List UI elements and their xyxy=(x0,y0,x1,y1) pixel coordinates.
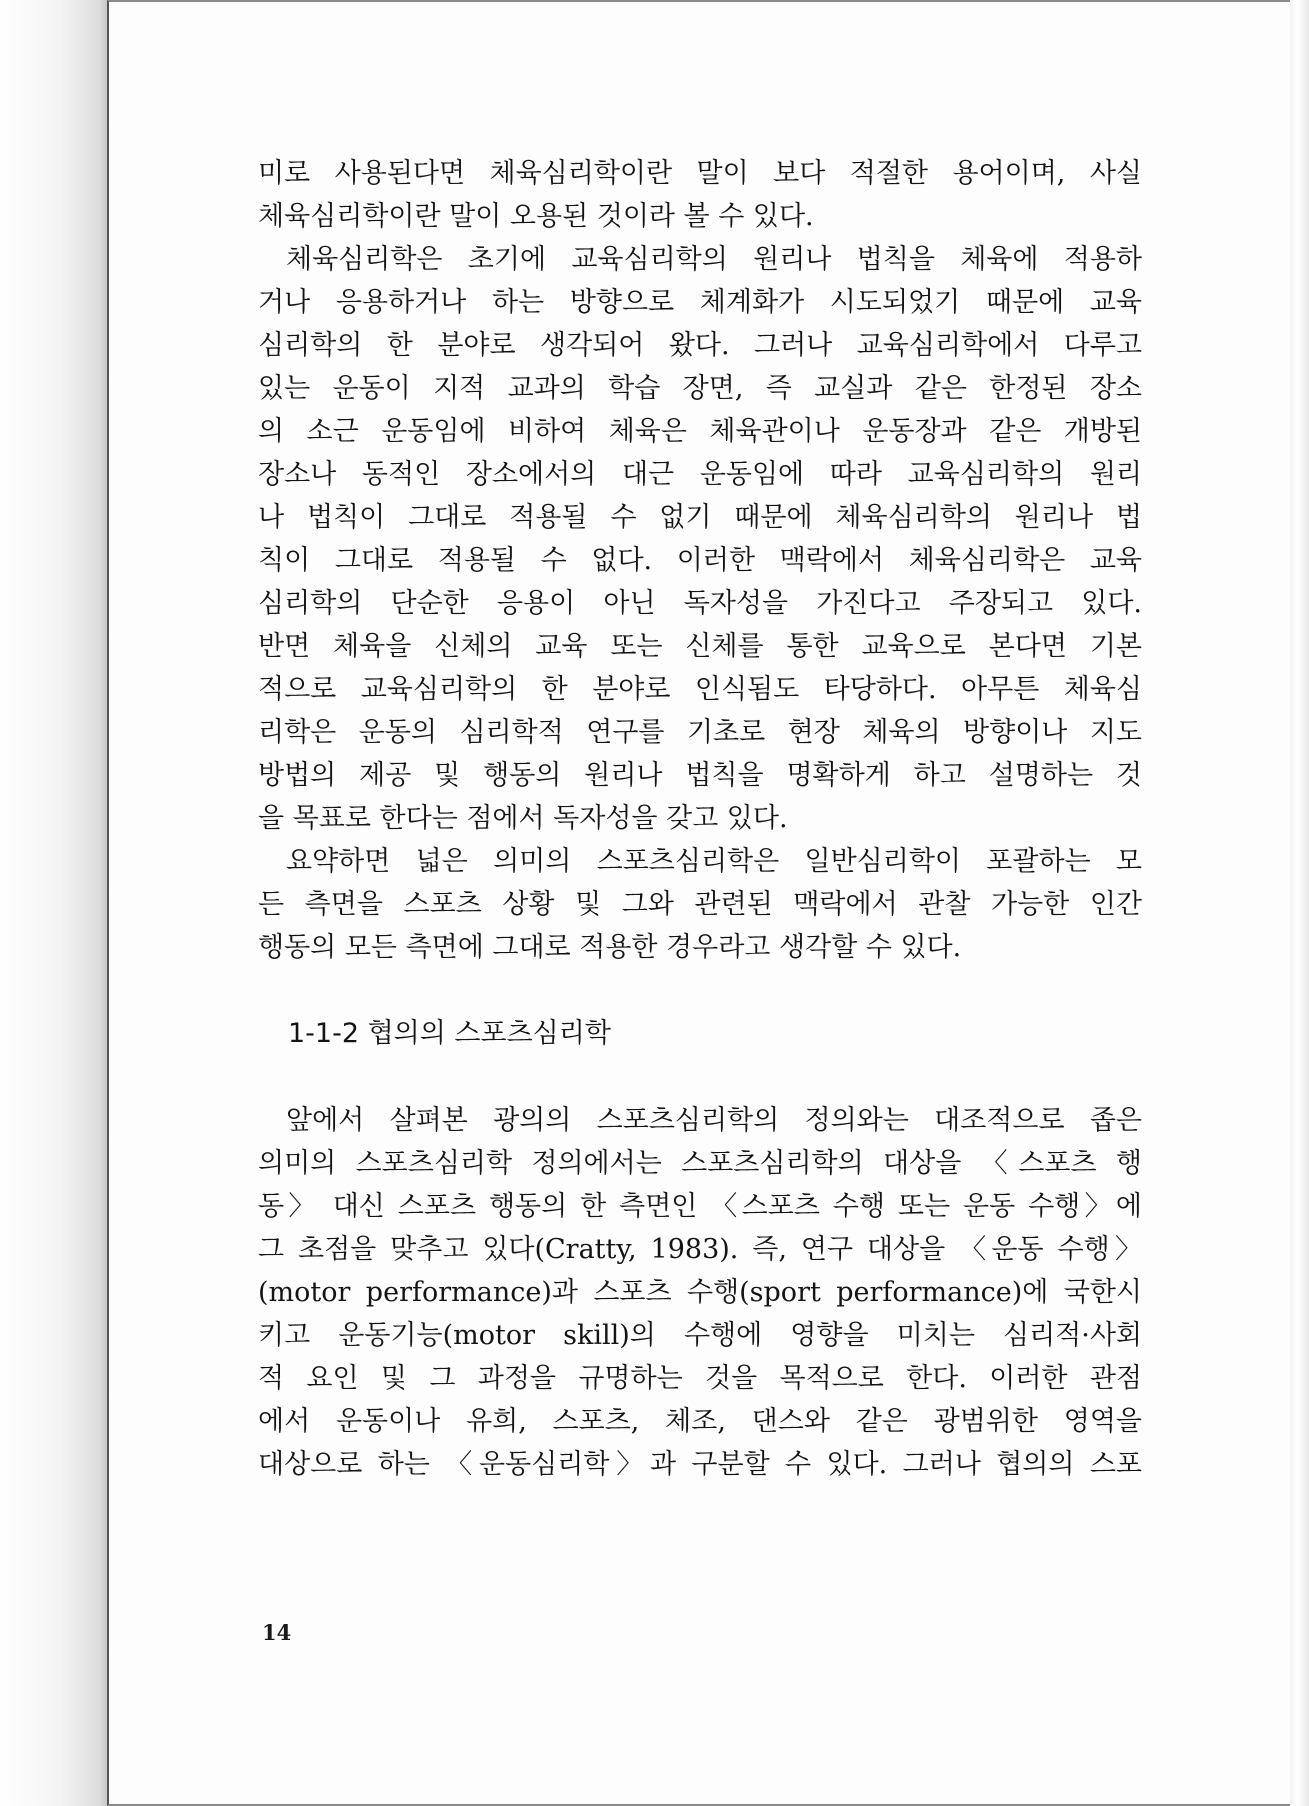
text-line: 을 목표로 한다는 점에서 독자성을 갖고 있다. xyxy=(258,803,788,834)
text-line: (motor performance)과 스포츠 수행(sport performance)에 국한시 xyxy=(258,1277,1142,1308)
text-line: 그 초점을 맞추고 있다(Cratty, 1983). 즉, 연구 대상을 〈운동 수행〉 xyxy=(258,1234,1142,1265)
text-line: 반면 체육을 신체의 교육 또는 신체를 통한 교육으로 본다면 기본 xyxy=(258,631,1142,662)
page-number: 14 xyxy=(262,1620,292,1645)
paragraph-3 xyxy=(258,840,1142,969)
text-line: 든 측면을 스포츠 상황 및 그와 관련된 맥락에서 관찰 가능한 인간 xyxy=(258,889,1142,920)
text-line: 미로 사용된다면 체육심리학이란 말이 보다 적절한 용어이며, 사실 xyxy=(258,158,1142,189)
text-line: 요약하면 넓은 의미의 스포츠심리학은 일반심리학이 포괄하는 모 xyxy=(286,846,1142,877)
text-line: 체육심리학이란 말이 오용된 것이라 볼 수 있다. xyxy=(258,201,814,232)
text-line: 장소나 동적인 장소에서의 대근 운동임에 따라 교육심리학의 원리 xyxy=(258,459,1142,490)
left-margin-shadow xyxy=(0,0,110,1806)
section-heading: 1-1-2 협의의 스포츠심리학 xyxy=(288,1018,611,1049)
text-line: 심리학의 한 분야로 생각되어 왔다. 그러나 교육심리학에서 다루고 xyxy=(258,330,1142,361)
paragraph-1 xyxy=(258,152,1142,238)
page-content xyxy=(258,152,1142,1486)
text-line: 거나 응용하거나 하는 방향으로 체계화가 시도되었기 때문에 교육 xyxy=(258,287,1142,318)
text-line: 의미의 스포츠심리학 정의에서는 스포츠심리학의 대상을 〈스포츠 행 xyxy=(258,1148,1142,1179)
text-line: 의 소근 운동임에 비하여 체육은 체육관이나 운동장과 같은 개방된 xyxy=(258,416,1142,447)
text-line: 있는 운동이 지적 교과의 학습 장면, 즉 교실과 같은 한정된 장소 xyxy=(258,373,1142,404)
paragraph-4 xyxy=(258,1099,1142,1486)
text-line: 적 요인 및 그 과정을 규명하는 것을 목적으로 한다. 이러한 관점 xyxy=(258,1363,1142,1394)
page-right-edge xyxy=(1290,0,1309,1806)
text-line: 에서 운동이나 유희, 스포츠, 체조, 댄스와 같은 광범위한 영역을 xyxy=(258,1406,1142,1437)
text-line: 심리학의 단순한 응용이 아닌 독자성을 가진다고 주장되고 있다. xyxy=(258,588,1142,619)
text-line: 적으로 교육심리학의 한 분야로 인식됨도 타당하다. 아무튼 체육심 xyxy=(258,674,1142,705)
text-line: 키고 운동기능(motor skill)의 수행에 영향을 미치는 심리적·사회 xyxy=(258,1320,1142,1351)
text-line: 동〉 대신 스포츠 행동의 한 측면인 〈스포츠 수행 또는 운동 수행〉에 xyxy=(258,1191,1142,1222)
paragraph-2 xyxy=(258,238,1142,840)
text-line: 체육심리학은 초기에 교육심리학의 원리나 법칙을 체육에 적용하 xyxy=(286,244,1142,275)
text-line: 앞에서 살펴본 광의의 스포츠심리학의 정의와는 대조적으로 좁은 xyxy=(286,1105,1142,1136)
text-line: 나 법칙이 그대로 적용될 수 없기 때문에 체육심리학의 원리나 법 xyxy=(258,502,1142,533)
text-line: 대상으로 하는 〈운동심리학〉과 구분할 수 있다. 그러나 협의의 스포 xyxy=(258,1449,1142,1480)
text-line: 리학은 운동의 심리학적 연구를 기초로 현장 체육의 방향이나 지도 xyxy=(258,717,1142,748)
text-line: 방법의 제공 및 행동의 원리나 법칙을 명확하게 하고 설명하는 것 xyxy=(258,760,1142,791)
text-line: 칙이 그대로 적용될 수 없다. 이러한 맥락에서 체육심리학은 교육 xyxy=(258,545,1142,576)
text-line: 행동의 모든 측면에 그대로 적용한 경우라고 생각할 수 있다. xyxy=(258,932,962,963)
